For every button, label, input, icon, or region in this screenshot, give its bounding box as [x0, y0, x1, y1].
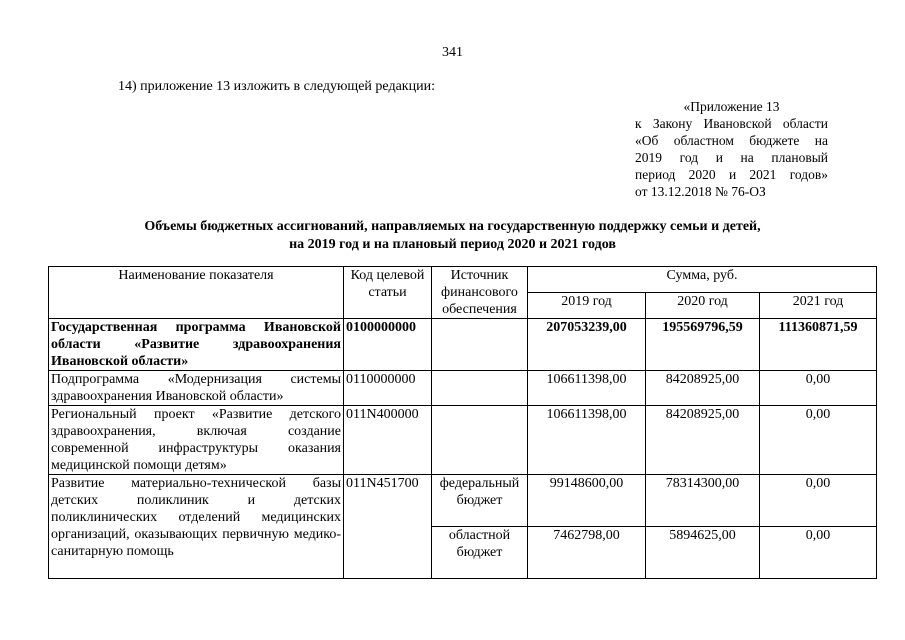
row-2019: 106611398,00 — [528, 406, 646, 475]
table-row — [49, 319, 877, 371]
row-2019: 99148600,00 — [528, 475, 646, 527]
intro-text: 14) приложение 13 изложить в следующей редакции: — [118, 79, 435, 94]
row-2021: 0,00 — [760, 371, 877, 406]
header-code: Код целевой статьи — [344, 267, 432, 319]
table-row — [49, 475, 877, 527]
table-row — [49, 371, 877, 406]
row-code: 011N451700 — [344, 475, 432, 579]
appendix-line: «Об областном бюджете на — [635, 133, 828, 148]
row-2021: 111360871,59 — [760, 319, 877, 371]
row-2019: 207053239,00 — [528, 319, 646, 371]
row-2020: 84208925,00 — [646, 406, 760, 475]
page-number: 341 — [442, 45, 463, 60]
row-code: 0110000000 — [344, 371, 432, 406]
budget-table — [48, 266, 877, 579]
row-2021: 0,00 — [760, 527, 877, 579]
row-name: Региональный проект «Развитие детского здравоохранения, включая создание современной инфраструктуры оказания медицинской помощи детям» — [49, 406, 344, 475]
document-title — [60, 218, 845, 254]
row-2019: 106611398,00 — [528, 371, 646, 406]
row-source: областной бюджет — [432, 527, 528, 579]
header-2019: 2019 год — [528, 293, 646, 319]
row-code: 0100000000 — [344, 319, 432, 371]
row-2019: 7462798,00 — [528, 527, 646, 579]
header-source: Источник финансового обеспечения — [432, 267, 528, 319]
header-row — [49, 267, 877, 293]
row-2021: 0,00 — [760, 475, 877, 527]
row-source: федеральный бюджет — [432, 475, 528, 527]
appendix-line: «Приложение 13 — [683, 99, 780, 114]
row-2020: 195569796,59 — [646, 319, 760, 371]
row-2021: 0,00 — [760, 406, 877, 475]
header-2020: 2020 год — [646, 293, 760, 319]
appendix-line: к Закону Ивановской области — [635, 116, 828, 131]
table-row — [49, 406, 877, 475]
row-2020: 5894625,00 — [646, 527, 760, 579]
header-name: Наименование показателя — [49, 267, 344, 319]
row-code: 011N400000 — [344, 406, 432, 475]
row-source — [432, 371, 528, 406]
row-name: Государственная программа Ивановской области «Развитие здравоохранения Ивановской области» — [49, 319, 344, 371]
title-line: на 2019 год и на плановый период 2020 и 2021 годов — [289, 237, 616, 252]
appendix-block — [635, 98, 828, 200]
row-2020: 78314300,00 — [646, 475, 760, 527]
appendix-line: период 2020 и 2021 годов» — [635, 167, 828, 182]
header-sum: Сумма, руб. — [528, 267, 877, 293]
row-source — [432, 319, 528, 371]
title-line: Объемы бюджетных ассигнований, направляемых на государственную поддержку семьи и детей, — [144, 219, 761, 234]
header-2021: 2021 год — [760, 293, 877, 319]
appendix-line: 2019 год и на плановый — [635, 150, 828, 165]
row-source — [432, 406, 528, 475]
appendix-line: от 13.12.2018 № 76-ОЗ — [635, 184, 766, 199]
row-name: Развитие материально-технической базы детских поликлиник и детских поликлинических отделений медицинских организаций, оказывающих первичную медико-санитарную помощь — [49, 475, 344, 579]
row-2020: 84208925,00 — [646, 371, 760, 406]
row-name: Подпрограмма «Модернизация системы здравоохранения Ивановской области» — [49, 371, 344, 406]
